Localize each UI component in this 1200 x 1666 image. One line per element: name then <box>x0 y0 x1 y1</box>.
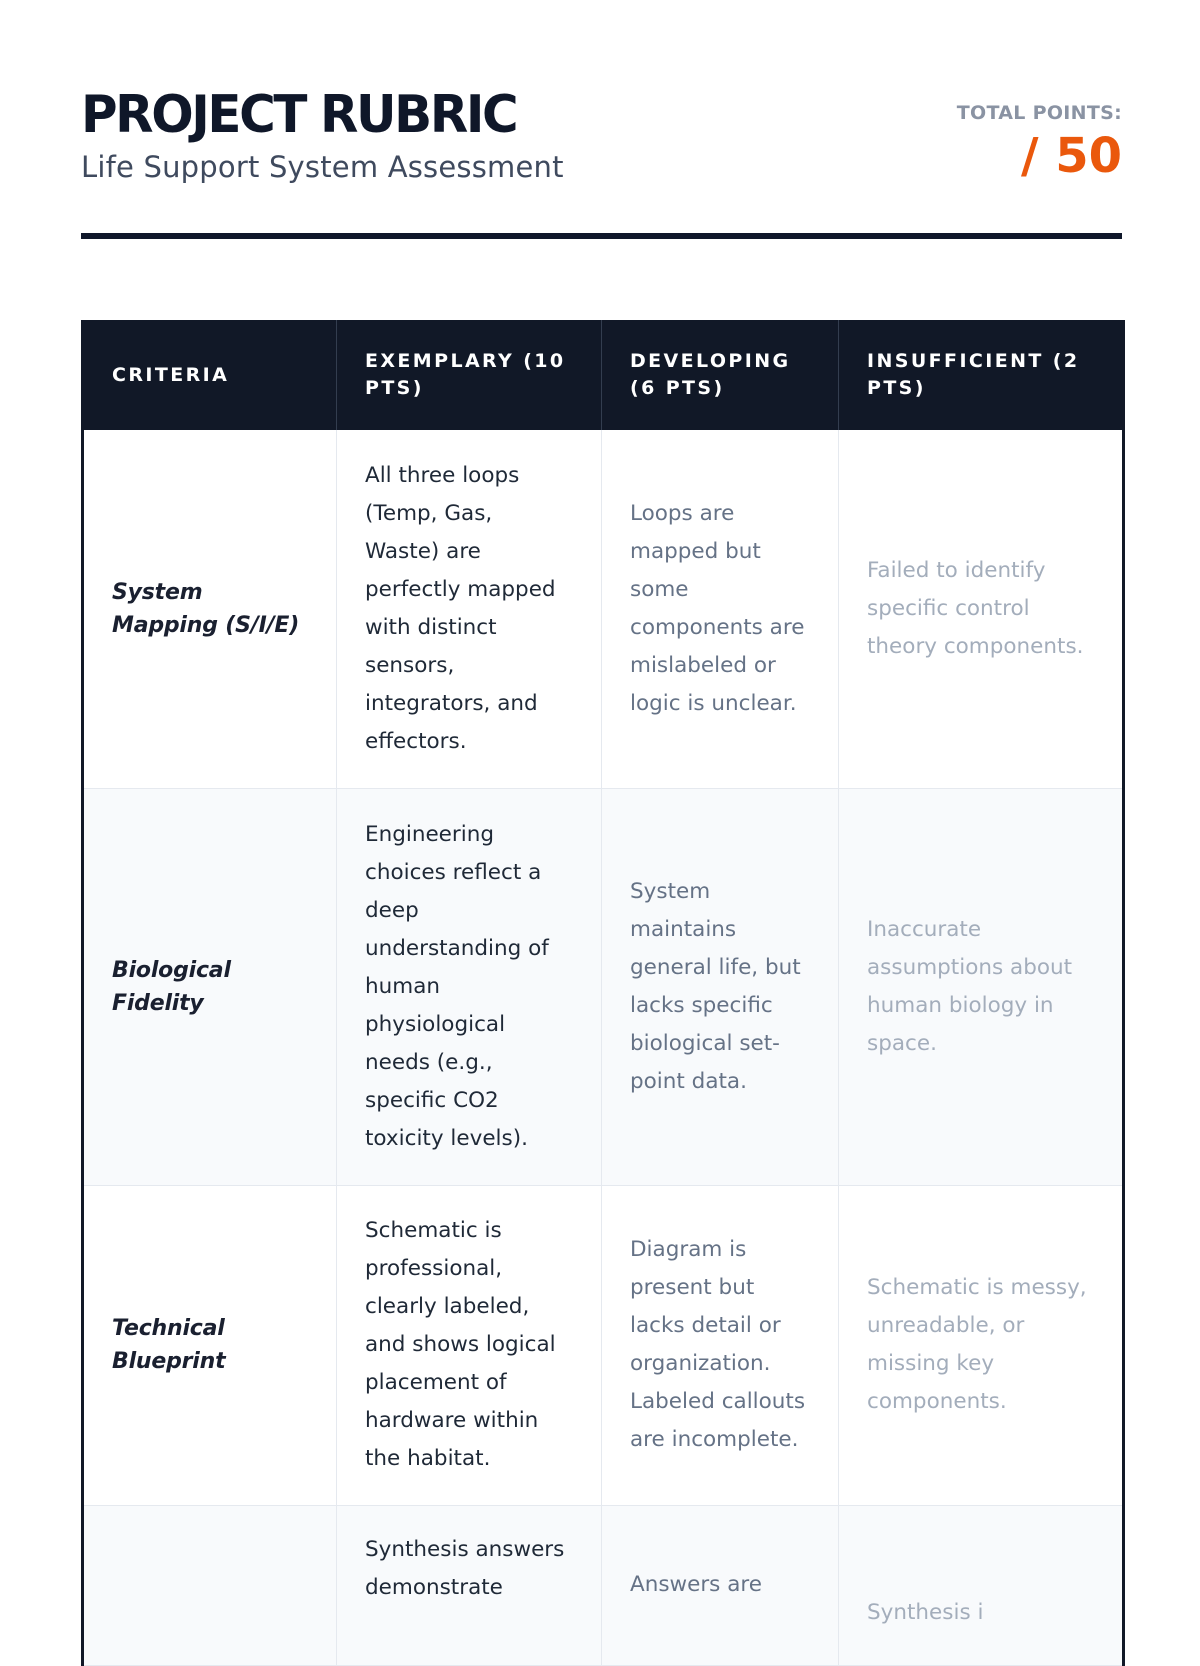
exemplary-cell: All three loops (Temp, Gas, Waste) are perfectly mapped with distinct sensors, integrators, and effectors. <box>337 430 602 788</box>
criteria-cell: Biological Fidelity <box>83 788 337 1185</box>
table-row <box>83 1185 1124 1505</box>
column-header-developing: DEVELOPING (6 PTS) <box>602 320 839 430</box>
developing-cell: Answers are <box>602 1505 839 1665</box>
page-subtitle: Life Support System Assessment <box>81 150 564 184</box>
table-row <box>83 788 1124 1185</box>
developing-cell: Loops are mapped but some components are mislabeled or logic is unclear. <box>602 430 839 788</box>
total-points-label: TOTAL POINTS: <box>956 102 1122 124</box>
criteria-cell <box>83 1505 337 1665</box>
insufficient-cell: Synthesis i <box>839 1505 1124 1665</box>
developing-cell: System maintains general life, but lacks specific biological set-point data. <box>602 788 839 1185</box>
total-points <box>957 102 1122 184</box>
rubric-table <box>81 320 1125 1666</box>
criteria-cell: Technical Blueprint <box>83 1185 337 1505</box>
insufficient-cell: Inaccurate assumptions about human biology in space. <box>839 788 1124 1185</box>
column-header-criteria: CRITERIA <box>83 320 337 430</box>
table-row <box>83 430 1124 788</box>
column-header-insufficient: INSUFFICIENT (2 PTS) <box>839 320 1124 430</box>
column-header-exemplary: EXEMPLARY (10 PTS) <box>337 320 602 430</box>
exemplary-cell: Engineering choices reflect a deep understanding of human physiological needs (e.g., specific CO2 toxicity levels). <box>337 788 602 1185</box>
table-row <box>83 1505 1124 1665</box>
total-points-value: / 50 <box>1020 128 1122 184</box>
insufficient-cell: Schematic is messy, unreadable, or missing key components. <box>839 1185 1124 1505</box>
insufficient-cell: Failed to identify specific control theory components. <box>839 430 1124 788</box>
exemplary-cell: Synthesis answers demonstrate <box>337 1505 602 1665</box>
page-title: PROJECT RUBRIC <box>81 85 517 145</box>
page-header <box>81 85 1122 195</box>
developing-cell: Diagram is present but lacks detail or organization. Labeled callouts are incomplete. <box>602 1185 839 1505</box>
table-header-row <box>83 320 1124 430</box>
exemplary-cell: Schematic is professional, clearly labeled, and shows logical placement of hardware within the habitat. <box>337 1185 602 1505</box>
header-divider <box>81 233 1122 239</box>
criteria-cell: System Mapping (S/I/E) <box>83 430 337 788</box>
